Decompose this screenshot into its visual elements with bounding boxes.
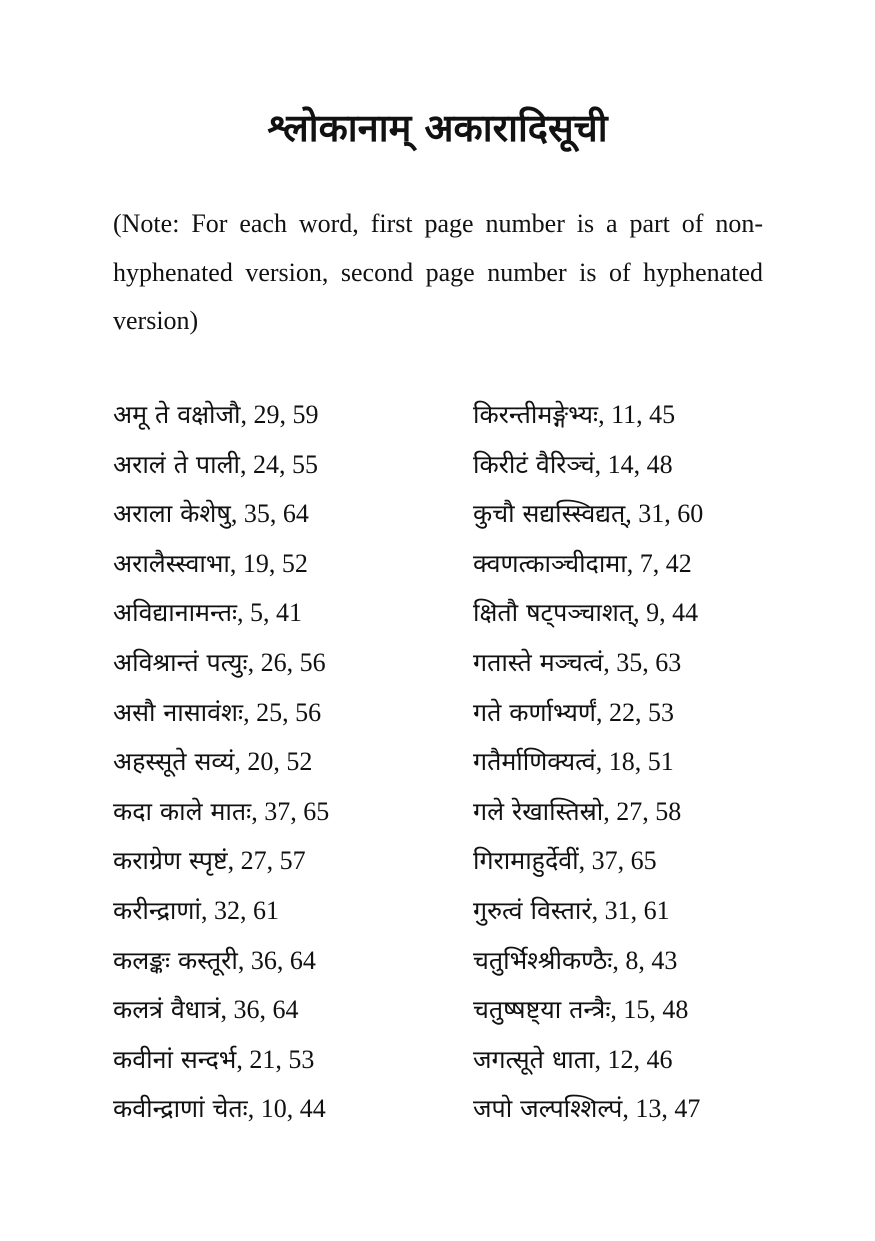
verse-first-words: जगत्सूते धाता: [473, 1044, 595, 1074]
note-paragraph: (Note: For each word, first page number is a part of non-hyphenated version, second page number is of hyphenated version): [113, 209, 763, 335]
verse-first-words: गतैर्माणिक्यत्वं: [473, 747, 596, 777]
separator: ,: [633, 598, 647, 628]
separator: ,: [617, 846, 631, 876]
separator: ,: [239, 895, 253, 925]
separator: ,: [622, 1094, 636, 1124]
separator: ,: [638, 945, 652, 975]
page-number-non-hyphenated: 36: [250, 945, 277, 975]
separator: ,: [642, 796, 656, 826]
separator: ,: [286, 1094, 300, 1124]
page-number-hyphenated: 60: [677, 499, 704, 529]
separator: ,: [263, 598, 277, 628]
page-number-hyphenated: 42: [665, 548, 692, 578]
page-number-non-hyphenated: 27: [616, 796, 643, 826]
verse-first-words: अविद्यानामन्तः: [113, 598, 238, 628]
separator: ,: [251, 796, 265, 826]
page-number-hyphenated: 51: [647, 747, 674, 777]
index-entry: [113, 440, 453, 490]
page-number-hyphenated: 47: [674, 1094, 701, 1124]
verse-first-words: कवीन्द्राणां चेतः: [113, 1094, 248, 1124]
verse-first-words: क्षितौ षट्पञ्चाशत्: [473, 598, 634, 628]
index-entry: [473, 688, 853, 738]
page-number-non-hyphenated: 35: [243, 499, 270, 529]
page-number-hyphenated: 61: [252, 895, 279, 925]
page-number-non-hyphenated: 13: [635, 1094, 662, 1124]
page-number-hyphenated: 64: [272, 995, 299, 1025]
separator: ,: [229, 548, 243, 578]
page-number-non-hyphenated: 12: [607, 1044, 634, 1074]
separator: ,: [594, 1044, 608, 1074]
separator: ,: [243, 697, 257, 727]
page-number-non-hyphenated: 9: [646, 598, 660, 628]
index-entry: [113, 737, 453, 787]
verse-first-words: अरालैस्स्वाभा: [113, 548, 230, 578]
page-number-non-hyphenated: 35: [616, 647, 643, 677]
index-entry: [473, 936, 853, 986]
page-number-hyphenated: 53: [288, 1044, 315, 1074]
page-number-hyphenated: 41: [276, 598, 303, 628]
separator: ,: [240, 400, 254, 429]
separator: ,: [634, 747, 648, 777]
separator: ,: [633, 1044, 647, 1074]
verse-first-words: कवीनां सन्दर्भ: [113, 1044, 237, 1074]
separator: ,: [273, 747, 287, 777]
index-entry: [113, 836, 453, 886]
page-number-non-hyphenated: 26: [260, 647, 287, 677]
separator: ,: [642, 647, 656, 677]
index-entry: [113, 936, 453, 986]
verse-first-words: अराला केशेषु: [113, 499, 231, 529]
index-entry: [473, 539, 853, 589]
page-number-non-hyphenated: 29: [253, 400, 280, 429]
page-number-non-hyphenated: 32: [213, 895, 240, 925]
page-number-non-hyphenated: 37: [591, 846, 618, 876]
page-number-non-hyphenated: 27: [240, 846, 267, 876]
page-number-non-hyphenated: 7: [639, 548, 653, 578]
separator: ,: [220, 995, 234, 1025]
index-entry: [113, 886, 453, 936]
page-number-non-hyphenated: 24: [253, 449, 279, 479]
page-number-hyphenated: 65: [630, 846, 657, 876]
index-entry: [113, 688, 453, 738]
page-number-non-hyphenated: 18: [608, 747, 635, 777]
verse-first-words: कलङ्कः कस्तूरी: [113, 945, 238, 975]
page-number-hyphenated: 53: [648, 697, 674, 727]
page-number-hyphenated: 65: [303, 796, 330, 826]
separator: ,: [652, 548, 666, 578]
verse-first-words: अहस्सूते सव्यं: [113, 747, 235, 777]
separator: ,: [649, 995, 663, 1025]
separator: ,: [595, 747, 609, 777]
separator: ,: [594, 449, 608, 479]
index-entry: [473, 836, 853, 886]
separator: ,: [275, 1044, 289, 1074]
verse-first-words: अरालं ते पाली: [113, 449, 240, 479]
page-number-non-hyphenated: 21: [249, 1044, 276, 1074]
verse-first-words: किरीटं वैरिञ्चं: [473, 449, 595, 479]
page-number-hyphenated: 57: [279, 846, 306, 876]
page-number-hyphenated: 44: [672, 598, 699, 628]
index-entry: [113, 539, 453, 589]
page-number-non-hyphenated: 5: [250, 598, 264, 628]
index-entry: [473, 886, 853, 936]
separator: ,: [603, 647, 617, 677]
page-number-non-hyphenated: 15: [623, 995, 650, 1025]
page-number-non-hyphenated: 10: [260, 1094, 287, 1124]
separator: ,: [200, 895, 214, 925]
separator: ,: [286, 647, 300, 677]
separator: ,: [661, 1094, 675, 1124]
page-number-non-hyphenated: 25: [256, 697, 283, 727]
separator: ,: [598, 400, 612, 429]
separator: ,: [612, 945, 626, 975]
page-number-hyphenated: 48: [646, 449, 673, 479]
verse-first-words: असौ नासावंशः: [113, 697, 244, 727]
page-number-hyphenated: 46: [646, 1044, 673, 1074]
page-number-hyphenated: 52: [281, 548, 308, 578]
page-number-hyphenated: 59: [292, 400, 319, 429]
verse-first-words: कलत्रं वैधात्रं: [113, 995, 221, 1025]
page-number-non-hyphenated: 31: [638, 499, 665, 529]
page-number-hyphenated: 55: [292, 449, 318, 479]
separator: ,: [603, 796, 617, 826]
index-entry: [473, 1084, 853, 1134]
index-entry: [113, 390, 453, 440]
separator: ,: [636, 400, 650, 429]
separator: ,: [659, 598, 673, 628]
index-entry: [473, 787, 853, 837]
page-number-non-hyphenated: 36: [233, 995, 260, 1025]
index-column-left: [113, 390, 453, 1134]
page-number-hyphenated: 48: [662, 995, 689, 1025]
separator: ,: [633, 449, 647, 479]
separator: ,: [268, 548, 282, 578]
index-entry: [113, 1084, 453, 1134]
page-number-hyphenated: 63: [655, 647, 682, 677]
separator: ,: [626, 548, 640, 578]
separator: ,: [610, 995, 624, 1025]
page-number-non-hyphenated: 37: [264, 796, 291, 826]
verse-first-words: गुरुत्वं विस्तारं: [473, 895, 592, 925]
separator: ,: [237, 945, 251, 975]
verse-first-words: कदा काले मातः: [113, 796, 252, 826]
index-entry: [113, 489, 453, 539]
page-number-non-hyphenated: 31: [604, 895, 631, 925]
page-number-non-hyphenated: 20: [247, 747, 274, 777]
verse-first-words: गतास्ते मञ्चत्वं: [473, 647, 604, 677]
verse-first-words: गते कर्णाभ्यर्णं: [473, 697, 596, 727]
separator: ,: [625, 499, 639, 529]
separator: ,: [282, 697, 296, 727]
page-title: श्लोकानाम् अकारादिसूची: [267, 105, 608, 150]
separator: ,: [234, 747, 248, 777]
separator: ,: [247, 647, 261, 677]
page-number-non-hyphenated: 22: [609, 697, 635, 727]
verse-first-words: चतुष्षष्ट्या तन्त्रैः: [473, 995, 611, 1025]
verse-first-words: चतुर्भिश्श्रीकण्ठैः: [473, 945, 613, 975]
page-number-hyphenated: 64: [282, 499, 309, 529]
verse-first-words: क्वणत्काञ्चीदामा: [473, 548, 627, 578]
page-number-hyphenated: 43: [651, 945, 678, 975]
index-entry: [473, 489, 853, 539]
page-number-hyphenated: 61: [643, 895, 670, 925]
index-entry: [473, 440, 853, 490]
separator: ,: [279, 449, 292, 479]
index-column-right: [473, 390, 853, 1134]
page-number-hyphenated: 44: [299, 1094, 326, 1124]
page-number-hyphenated: 64: [289, 945, 316, 975]
page-number-hyphenated: 56: [295, 697, 322, 727]
index-entry: [113, 1035, 453, 1085]
page-number-non-hyphenated: 8: [625, 945, 639, 975]
index-entry: [113, 638, 453, 688]
verse-first-words: करीन्द्राणां: [113, 895, 201, 925]
separator: ,: [269, 499, 283, 529]
page-number-hyphenated: 58: [655, 796, 682, 826]
separator: ,: [236, 1044, 250, 1074]
separator: ,: [578, 846, 592, 876]
separator: ,: [290, 796, 304, 826]
verse-first-words: गले रेखास्तिस्रो: [473, 796, 604, 826]
separator: ,: [259, 995, 273, 1025]
separator: ,: [266, 846, 280, 876]
index-entry: [473, 737, 853, 787]
index-entry: [473, 390, 853, 440]
separator: ,: [276, 945, 290, 975]
separator: ,: [664, 499, 678, 529]
separator: ,: [596, 697, 609, 727]
index-entry: [473, 985, 853, 1035]
separator: ,: [635, 697, 648, 727]
page-number-non-hyphenated: 19: [242, 548, 269, 578]
index-entry: [113, 787, 453, 837]
separator: ,: [591, 895, 605, 925]
index-entry: [473, 1035, 853, 1085]
verse-first-words: किरन्तीमङ्गेभ्यः: [473, 400, 599, 429]
separator: ,: [230, 499, 244, 529]
separator: ,: [227, 846, 241, 876]
page-number-hyphenated: 52: [286, 747, 313, 777]
verse-first-words: अविश्रान्तं पत्युः: [113, 647, 248, 677]
verse-first-words: जपो जल्पश्शिल्पं: [473, 1094, 623, 1124]
separator: ,: [247, 1094, 261, 1124]
separator: ,: [237, 598, 251, 628]
page-number-hyphenated: 56: [299, 647, 326, 677]
index-entry: [473, 638, 853, 688]
verse-first-words: अमू ते वक्षोजौ: [113, 400, 241, 429]
verse-first-words: कराग्रेण स्पृष्टं: [113, 846, 228, 876]
page-number-hyphenated: 45: [649, 400, 676, 429]
separator: ,: [279, 400, 293, 429]
page-number-non-hyphenated: 11: [611, 400, 637, 429]
separator: ,: [240, 449, 253, 479]
verse-first-words: कुचौ सद्यस्स्विद्यत्: [473, 499, 626, 529]
verse-first-words: गिरामाहुर्देवीं: [473, 846, 579, 876]
index-entry: [473, 588, 853, 638]
index-entry: [113, 985, 453, 1035]
separator: ,: [630, 895, 644, 925]
index-entry: [113, 588, 453, 638]
page-number-non-hyphenated: 14: [607, 449, 634, 479]
